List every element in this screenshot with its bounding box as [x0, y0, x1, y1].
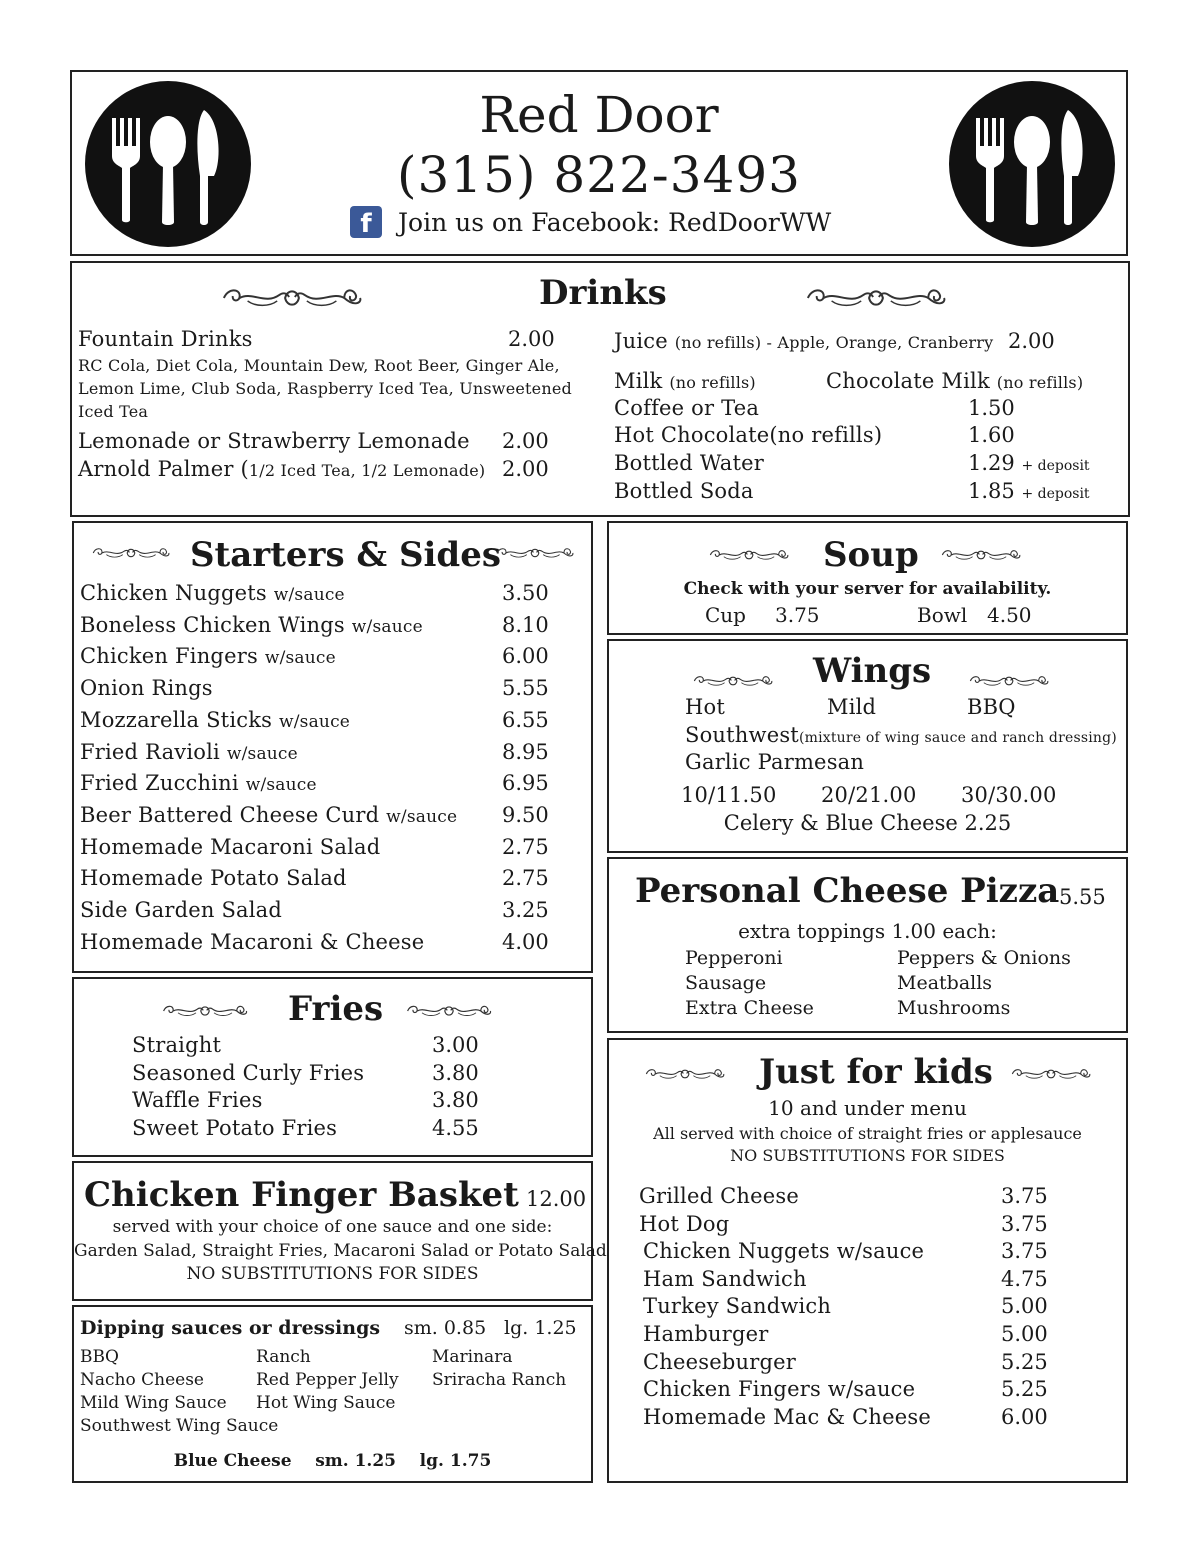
kids-note-2: NO SUBSTITUTIONS FOR SIDES — [730, 1146, 1005, 1165]
menu-item-name: Beer Battered Cheese Curd — [80, 802, 380, 827]
menu-item-name: Chicken Nuggets — [80, 581, 267, 605]
header-box — [70, 70, 1128, 256]
fries-item-name: Seasoned Curly Fries — [132, 1060, 365, 1085]
milk-note: (no refills) — [669, 373, 756, 392]
fries-item-price: 3.00 — [432, 1033, 479, 1057]
menu-item-note: w/sauce — [264, 648, 336, 669]
soup-cup-label: Cup — [705, 603, 746, 627]
menu-item-price: 2.75 — [502, 834, 549, 859]
menu-item-note: w/sauce — [273, 585, 345, 605]
menu-item — [80, 898, 282, 922]
juice-price: 2.00 — [1008, 329, 1055, 353]
arnold-palmer-price: 2.00 — [502, 457, 549, 481]
kids-item-price: 3.75 — [1001, 1184, 1048, 1208]
flourish-left-icon — [691, 671, 775, 691]
coffee-label: Coffee or Tea — [614, 396, 760, 420]
menu-item-note: w/sauce — [245, 775, 317, 796]
sauces-title: Dipping sauces or dressings — [80, 1317, 381, 1339]
kids-item-name: Chicken Fingers w/sauce — [643, 1377, 916, 1402]
fries-title: Fries — [288, 989, 384, 1029]
kids-item-price: 5.00 — [1001, 1322, 1048, 1346]
menu-item-price: 4.00 — [502, 929, 549, 954]
kids-item-price: 5.25 — [1001, 1377, 1048, 1402]
milk-item — [614, 369, 756, 393]
pizza-topping: Sausage — [685, 972, 767, 994]
kids-item-price: 3.75 — [1001, 1211, 1048, 1236]
hot-chocolate-price: 1.60 — [968, 423, 1015, 447]
sauce-option: Mild Wing Sauce — [80, 1393, 227, 1413]
pizza-topping: Extra Cheese — [685, 997, 814, 1019]
soup-section — [607, 521, 1128, 635]
kids-item-name: Chicken Nuggets w/sauce — [643, 1239, 925, 1264]
flourish-left-icon — [90, 543, 172, 563]
fries-section — [72, 977, 593, 1157]
lemonade-label: Lemonade or Strawberry Lemonade — [78, 429, 470, 453]
kids-item-price: 5.25 — [1001, 1349, 1048, 1374]
pizza-section — [607, 857, 1128, 1033]
menu-item — [80, 581, 345, 605]
fries-item-price: 4.55 — [432, 1115, 479, 1140]
starters-title: Starters & Sides — [190, 535, 501, 575]
wings-celery: Celery & Blue Cheese 2.25 — [723, 811, 1012, 835]
bottled-water-value: 1.29 — [968, 451, 1015, 475]
wings-southwest-item — [685, 723, 1117, 747]
fries-item-name: Waffle Fries — [132, 1088, 263, 1112]
menu-item — [80, 676, 213, 700]
pizza-toppings-note: extra toppings 1.00 each: — [738, 919, 997, 943]
menu-item-price: 8.95 — [502, 739, 549, 764]
menu-item-name: Boneless Chicken Wings — [80, 612, 345, 637]
wings-section — [607, 639, 1128, 853]
flourish-left-icon — [643, 1064, 727, 1084]
menu-item-name: Mozzarella Sticks — [80, 707, 273, 732]
menu-item — [80, 613, 423, 637]
menu-item — [80, 771, 317, 795]
pizza-price: 5.55 — [1059, 885, 1106, 909]
menu-item — [80, 930, 424, 954]
juice-item — [614, 329, 993, 353]
wings-garlic: Garlic Parmesan — [685, 750, 865, 774]
fries-item-name: Sweet Potato Fries — [132, 1115, 338, 1140]
wings-size-10: 10/11.50 — [681, 783, 777, 807]
basket-line-2: Garden Salad, Straight Fries, Macaroni Salad or Potato Salad — [74, 1241, 607, 1261]
fountain-drinks-price: 2.00 — [508, 327, 555, 351]
kids-item-price: 4.75 — [1001, 1266, 1048, 1291]
arnold-palmer-item — [78, 457, 485, 481]
menu-item-name: Chicken Fingers — [80, 644, 258, 669]
drinks-section — [70, 261, 1130, 517]
flourish-right-icon — [404, 1001, 494, 1021]
flourish-right-icon — [494, 543, 576, 563]
soup-bowl-price: 4.50 — [987, 603, 1032, 627]
menu-item — [80, 835, 380, 859]
sauces-small-price: sm. 0.85 — [404, 1317, 487, 1339]
sauce-option: BBQ — [80, 1347, 119, 1367]
menu-item-name: Fried Ravioli — [80, 739, 220, 764]
menu-item — [80, 803, 457, 827]
menu-item — [80, 644, 336, 668]
fries-item-price: 3.80 — [432, 1060, 479, 1085]
soup-cup-price: 3.75 — [775, 603, 820, 627]
flourish-right-icon — [939, 545, 1023, 565]
kids-subtitle: 10 and under menu — [768, 1096, 967, 1120]
flourish-left-icon — [707, 545, 791, 565]
wings-southwest-note: (mixture of wing sauce and ranch dressing) — [798, 730, 1117, 746]
menu-item-note: w/sauce — [278, 711, 351, 732]
menu-item-price: 9.50 — [502, 802, 549, 827]
bottled-soda-value: 1.85 — [968, 479, 1015, 503]
bottled-soda-deposit: + deposit — [1021, 486, 1090, 502]
starters-section — [72, 521, 593, 973]
sauce-option: Ranch — [256, 1347, 311, 1367]
fries-item-name: Straight — [132, 1033, 222, 1057]
pizza-topping: Mushrooms — [897, 997, 1011, 1019]
fountain-desc-1: RC Cola, Diet Cola, Mountain Dew, Root Beer, Ginger Ale, — [78, 356, 560, 375]
wings-title: Wings — [813, 651, 932, 691]
menu-item-name: Side Garden Salad — [80, 898, 283, 922]
arnold-palmer-label: Arnold Palmer ( — [78, 457, 249, 481]
kids-title: Just for kids — [759, 1052, 993, 1092]
soup-bowl-label: Bowl — [917, 603, 968, 627]
drinks-title: Drinks — [539, 273, 667, 313]
basket-line-1: served with your choice of one sauce and one side: — [112, 1217, 553, 1237]
menu-item-price: 5.55 — [502, 676, 549, 701]
menu-item — [80, 740, 298, 764]
chocolate-milk-item — [826, 369, 1083, 393]
soup-title: Soup — [823, 535, 919, 575]
kids-item-name: Cheeseburger — [643, 1349, 796, 1374]
menu-item-price: 8.10 — [502, 612, 549, 637]
sauces-section — [72, 1305, 593, 1483]
chocolate-milk-label: Chocolate Milk — [826, 369, 990, 393]
flourish-left-icon — [160, 1001, 250, 1021]
sauce-option: Sriracha Ranch — [432, 1370, 567, 1390]
kids-item-name: Hot Dog — [639, 1211, 730, 1236]
kids-item-name: Ham Sandwich — [643, 1266, 807, 1291]
pizza-title: Personal Cheese Pizza — [635, 871, 1060, 911]
chocolate-milk-note: (no refills) — [996, 373, 1084, 392]
kids-item-name: Hamburger — [643, 1322, 769, 1346]
menu-item-price: 3.25 — [502, 898, 549, 922]
kids-item-price: 3.75 — [1001, 1239, 1048, 1264]
soup-note: Check with your server for availability. — [683, 579, 1052, 599]
bottled-soda-price — [968, 479, 1090, 503]
menu-item-price: 6.55 — [502, 707, 549, 732]
milk-label: Milk — [614, 369, 663, 393]
menu-item-price: 6.95 — [502, 771, 549, 796]
sauce-option: Red Pepper Jelly — [256, 1370, 399, 1390]
fries-item-price: 3.80 — [432, 1088, 479, 1112]
facebook-icon[interactable]: f — [350, 206, 382, 238]
kids-note-1: All served with choice of straight fries or applesauce — [653, 1124, 1082, 1143]
menu-item-name: Homemade Potato Salad — [80, 866, 347, 891]
sauce-option: Hot Wing Sauce — [256, 1393, 396, 1413]
menu-item-name: Onion Rings — [80, 676, 213, 701]
kids-item-name: Grilled Cheese — [639, 1184, 799, 1208]
bottled-water-price — [968, 451, 1090, 475]
menu-item-price: 6.00 — [502, 644, 549, 669]
sauce-option: Nacho Cheese — [80, 1370, 204, 1390]
menu-item-price: 3.50 — [502, 581, 549, 605]
menu-item-price: 2.75 — [502, 866, 549, 891]
wings-size-20: 20/21.00 — [821, 783, 917, 807]
lemonade-price: 2.00 — [502, 429, 549, 453]
kids-item-name: Homemade Mac & Cheese — [643, 1404, 931, 1429]
juice-label: Juice — [614, 329, 668, 353]
sauces-large-price: lg. 1.25 — [504, 1317, 577, 1339]
menu-item-name: Homemade Macaroni & Cheese — [80, 929, 425, 954]
sauce-option: Marinara — [432, 1347, 513, 1367]
kids-item-price: 5.00 — [1001, 1294, 1048, 1319]
wings-hot: Hot — [685, 695, 725, 719]
facebook-link[interactable]: Join us on Facebook: RedDoorWW — [398, 208, 832, 237]
menu-item-note: w/sauce — [226, 743, 298, 764]
menu-item-name: Homemade Macaroni Salad — [80, 834, 381, 859]
wings-size-30: 30/30.00 — [961, 783, 1057, 807]
flourish-left-icon — [218, 283, 366, 313]
wings-bbq: BBQ — [967, 695, 1016, 719]
hot-chocolate-label: Hot Chocolate(no refills) — [614, 423, 883, 447]
menu-item-note: w/sauce — [386, 806, 458, 827]
sauce-option: Southwest Wing Sauce — [80, 1416, 279, 1436]
wings-mild: Mild — [827, 695, 877, 719]
menu-item — [80, 708, 350, 732]
arnold-palmer-note: 1/2 Iced Tea, 1/2 Lemonade) — [248, 461, 486, 480]
pizza-topping: Meatballs — [897, 972, 993, 994]
fountain-drinks-label: Fountain Drinks — [78, 327, 253, 351]
fountain-desc-3: Iced Tea — [78, 402, 149, 421]
basket-price: 12.00 — [526, 1187, 587, 1211]
phone-number: (315) 822-3493 — [397, 146, 801, 204]
wings-southwest: Southwest — [685, 723, 799, 747]
fountain-desc-2: Lemon Lime, Club Soda, Raspberry Iced Tea, Unsweetened — [78, 379, 572, 398]
flourish-right-icon — [802, 283, 950, 313]
restaurant-name: Red Door — [479, 86, 719, 144]
menu-item-note: w/sauce — [351, 616, 423, 637]
basket-section — [72, 1161, 607, 1301]
flourish-right-icon — [1009, 1064, 1093, 1084]
bottled-water-deposit: + deposit — [1021, 458, 1090, 474]
juice-note: (no refills) - Apple, Orange, Cranberry — [674, 333, 994, 352]
basket-title: Chicken Finger Basket — [84, 1175, 519, 1215]
kids-item-price: 6.00 — [1001, 1404, 1048, 1429]
blue-cheese-line: Blue Cheese sm. 1.25 lg. 1.75 — [173, 1451, 492, 1471]
basket-line-3: NO SUBSTITUTIONS FOR SIDES — [186, 1264, 479, 1284]
pizza-topping: Pepperoni — [685, 947, 783, 969]
pizza-topping: Peppers & Onions — [897, 947, 1071, 969]
kids-item-name: Turkey Sandwich — [643, 1294, 832, 1319]
flourish-right-icon — [967, 671, 1051, 691]
kids-section — [607, 1038, 1128, 1483]
menu-item — [80, 866, 347, 890]
menu-item-name: Fried Zucchini — [80, 771, 239, 796]
bottled-soda-label: Bottled Soda — [614, 479, 754, 503]
bottled-water-label: Bottled Water — [614, 451, 764, 475]
coffee-price: 1.50 — [968, 396, 1015, 420]
